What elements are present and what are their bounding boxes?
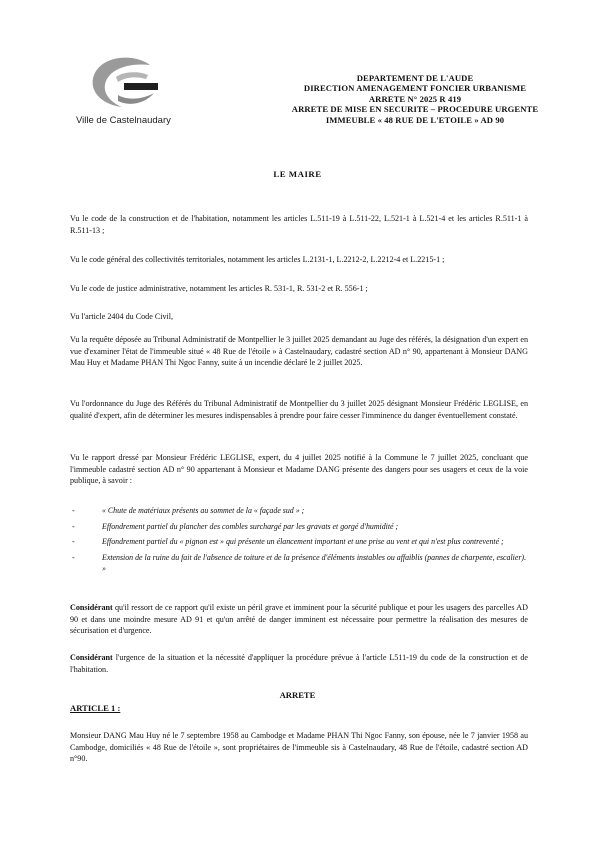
list-item (70, 505, 530, 517)
list-item (70, 552, 530, 575)
city-logo-emblem-icon (88, 55, 166, 115)
header-department: DEPARTEMENT DE L'AUDE (356, 73, 474, 83)
document-title: LE MAIRE (273, 169, 322, 179)
visa-paragraph: Vu l'ordonnance du Juge des Référés du Tribunal Administratif de Montpellier du 3 juillet 2025 désignant Monsieur Frédéric LEGLISE, en qualité d'expert, afin de déterminer les mesures indispensables à prendre pour faire cesser l'imminence du danger éventuellement constaté. (70, 399, 528, 420)
header-building: IMMEUBLE « 48 RUE DE L'ETOILE » AD 90 (325, 114, 505, 125)
header-direction: DIRECTION AMENAGEMENT FONCIER URBANISME (303, 83, 527, 94)
header-arrete-type: ARRETE DE MISE EN SECURITE – PROCEDURE URGENTE (291, 104, 539, 115)
visa-paragraph: Vu la requête déposée au Tribunal Administratif de Montpellier le 3 juillet 2025 demandant au Juge des référés, la désignation d'un expert en vue d'examiner l'état de l'immeuble situé « 48 Rue de l'étoile » à Castelnaudary, cadastré section AD n° 90, appartenant à Monsieur DANG Mau Huy et Madame PHAN Thi Ngoc Fanny, suite à un incendie déclaré le 2 juillet 2025. (70, 335, 528, 368)
considerant-paragraph (70, 602, 528, 637)
considerant-paragraph (70, 652, 528, 675)
list-item-text: Extension de la ruine du fait de l'absence de toiture et de la présence d'éléments instables ou affaiblis (pannes de charpente, escalier). » (102, 552, 527, 573)
considerant-lead: Considérant (70, 603, 113, 612)
bullet-dash: - (72, 537, 75, 546)
list-item-text: Effondrement partiel du « pignon est » qui présente un élancement important et une prise au vent et qui n'est plus contreventé ; (102, 537, 504, 546)
list-item (70, 536, 530, 548)
visa-paragraph: Vu l'article 2404 du Code Civil, (70, 312, 174, 321)
considerant-text: qu'il ressort de ce rapport qu'il existe un péril grave et imminent pour la sécurité publique et pour les usagers des parcelles AD 90 et dans une moindre mesure AD 91 et qu'un arrêté de danger imminent est nécessaire pour permettre la réalisation des mesures de sécurisation et d'urgence. (70, 603, 528, 636)
bullet-dash: - (72, 506, 75, 515)
header-arrete-number: ARRETE N° 2025 R 419 (368, 93, 462, 104)
article-1-title: ARTICLE 1 : (70, 703, 121, 713)
considerant-text: l'urgence de la situation et la nécessité d'appliquer la procédure prévue à l'article L511-19 du code de la construction et de l'habitation. (70, 653, 528, 674)
city-logo (70, 55, 180, 130)
arrete-heading: ARRETE (279, 690, 316, 700)
city-logo-name: Ville de Castelnaudary (76, 115, 171, 126)
bullet-dash: - (72, 552, 75, 562)
list-item-text: Effondrement partiel du plancher des combles surchargé par les gravats et gorgé d'humidité ; (102, 521, 399, 531)
visa-paragraph: Vu le code général des collectivités territoriales, notamment les articles L.2131-1, L.2212-2, L.2212-4 et L.2215-1 ; (70, 255, 445, 264)
visa-paragraph: Vu le code de la construction et de l'habitation, notamment les articles L.511-19 à L.511-22, L.521-1 à L.521-4 et les articles R.511-1 à R.511-13 ; (70, 214, 528, 235)
considerant-lead: Considérant (70, 653, 113, 662)
list-item-text: « Chute de matériaux présents au sommet de la « façade sud » ; (102, 506, 305, 515)
visa-paragraph: Vu le rapport dressé par Monsieur Frédéric LEGLISE, expert, du 4 juillet 2025 notifié à la Commune le 7 juillet 2025, concluant que l'immeuble cadastré section AD n° 90 appartenant à Monsieur et Madame DANG présente des dangers pour ses usagers et ceux de la voie publique, à savoir : (70, 453, 528, 486)
danger-list (70, 505, 530, 575)
article-1-text: Monsieur DANG Mau Huy né le 7 septembre 1958 au Cambodge et Madame PHAN Thi Ngoc Fanny, son épouse, née le 7 janvier 1958 au Cambodge, domiciliés « 48 Rue de l'étoile », sont propriétaires de l'immeuble sis à Castelnaudary, 48 Rue de l'étoile, cadastré section AD n°90. (70, 731, 528, 764)
bullet-dash: - (72, 521, 75, 531)
list-item (70, 521, 530, 533)
document-header (230, 73, 595, 125)
visa-paragraph: Vu le code de justice administrative, notamment les articles R. 531-1, R. 531-2 et R. 556-1 ; (70, 284, 368, 293)
